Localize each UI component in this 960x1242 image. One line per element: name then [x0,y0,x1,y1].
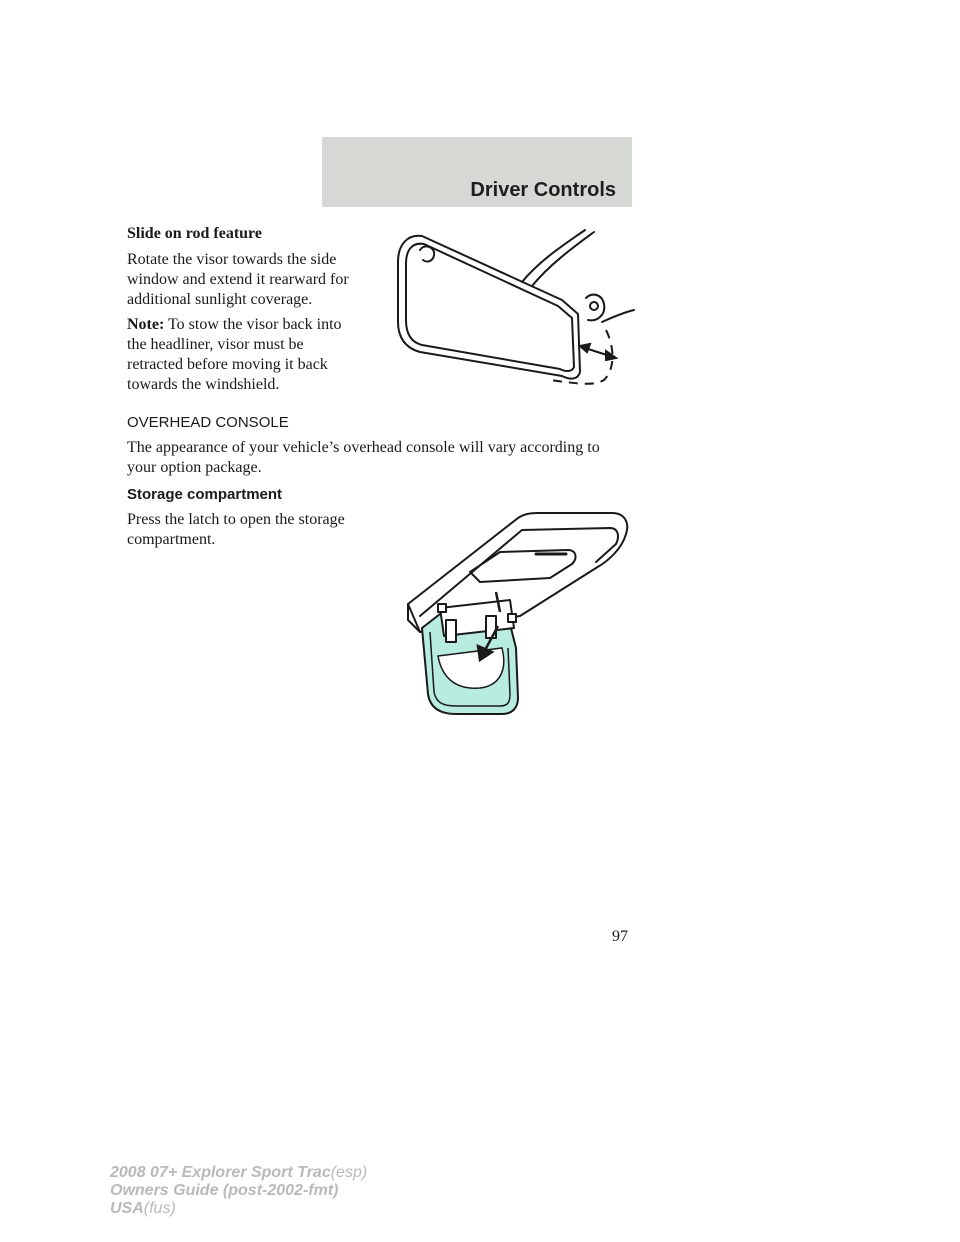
footer-model: 2008 07+ Explorer Sport Trac [110,1164,331,1181]
visor-heading: Slide on rod feature [127,225,262,242]
visor-body-line-1: Rotate the visor towards the side [127,251,337,268]
visor-body-line-3: additional sunlight coverage. [127,291,313,308]
latch-button [446,620,456,642]
storage-body-line-1: Press the latch to open the storage [127,511,345,528]
pivot-bracket [586,295,604,321]
visor-note-line-4: towards the windshield. [127,376,280,393]
headliner-edge [602,310,634,322]
footer-guide: Owners Guide (post-2002-fmt) [110,1182,339,1199]
visor-note-line-1 [127,315,342,335]
pivot-hole [590,302,598,310]
footer-model-code: (esp) [330,1164,368,1181]
footer-line-3 [110,1200,367,1218]
overhead-body-line-1: The appearance of your vehicle’s overhead console will vary according to [127,439,600,456]
visor-body-line-2: window and extend it rearward for [127,271,349,288]
visor-outline-inner [406,244,574,371]
overhead-heading: OVERHEAD CONSOLE [127,414,289,431]
windshield-edge-line-2 [532,232,594,286]
visor-clip [420,246,434,261]
section-title: Driver Controls [470,179,616,201]
note-label: Note: [127,316,165,333]
header-band [322,137,632,207]
hinge-left [438,604,446,612]
storage-heading: Storage compartment [127,486,283,503]
storage-body-line-2: compartment. [127,531,216,548]
footer [110,1164,367,1218]
visor-illustration [380,222,640,390]
visor-note-line-2: the headliner, visor must be [127,336,304,353]
overhead-body-line-2: your option package. [127,459,262,476]
footer-market: USA [110,1200,144,1217]
note-text: To stow the visor back into [164,316,342,333]
footer-market-code: (fus) [143,1200,176,1217]
overhead-console-illustration [400,508,640,720]
footer-line-2 [110,1182,367,1200]
page-number: 97 [612,928,628,945]
visor-note-line-3: retracted before moving it back [127,356,328,373]
hinge-right [508,614,516,622]
windshield-edge-line [522,230,585,282]
footer-line-1 [110,1164,367,1182]
